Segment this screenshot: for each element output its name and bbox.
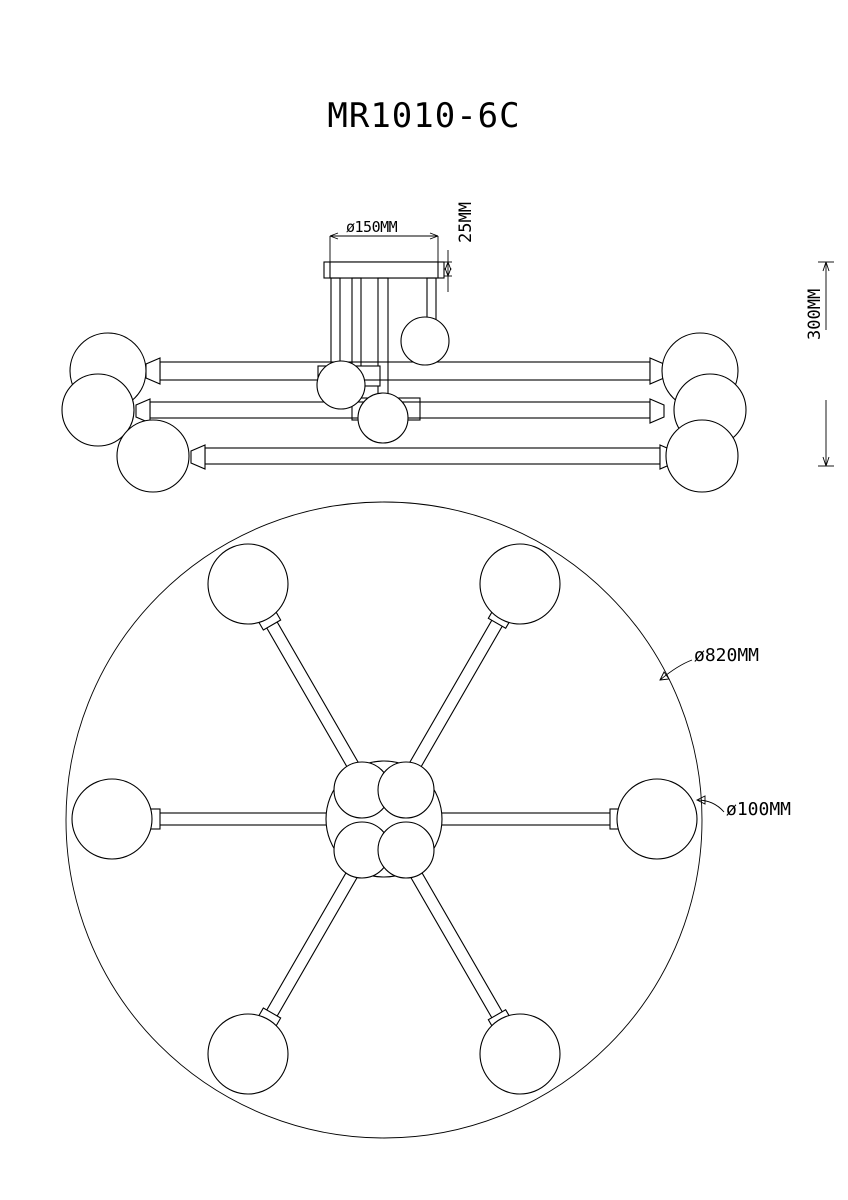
hub-plan xyxy=(326,761,442,878)
globes-right-elevation xyxy=(662,333,746,492)
globes-left-elevation xyxy=(62,333,189,492)
dimension-label-overall-diameter: ø820MM xyxy=(694,645,760,666)
page-title: MR1010-6C xyxy=(327,96,521,136)
dimension-label-canopy-height: 25MM xyxy=(456,202,476,243)
top-plan-view xyxy=(66,502,724,1138)
canopy xyxy=(324,262,444,278)
leader-globe-diameter xyxy=(697,796,724,812)
dimension-label-canopy-diameter: ø150MM xyxy=(346,218,398,236)
dimension-label-overall-height: 300MM xyxy=(805,288,825,340)
front-elevation-view xyxy=(62,233,834,492)
dimension-canopy-diameter xyxy=(330,233,438,262)
dimension-label-globe-diameter: ø100MM xyxy=(726,799,792,820)
